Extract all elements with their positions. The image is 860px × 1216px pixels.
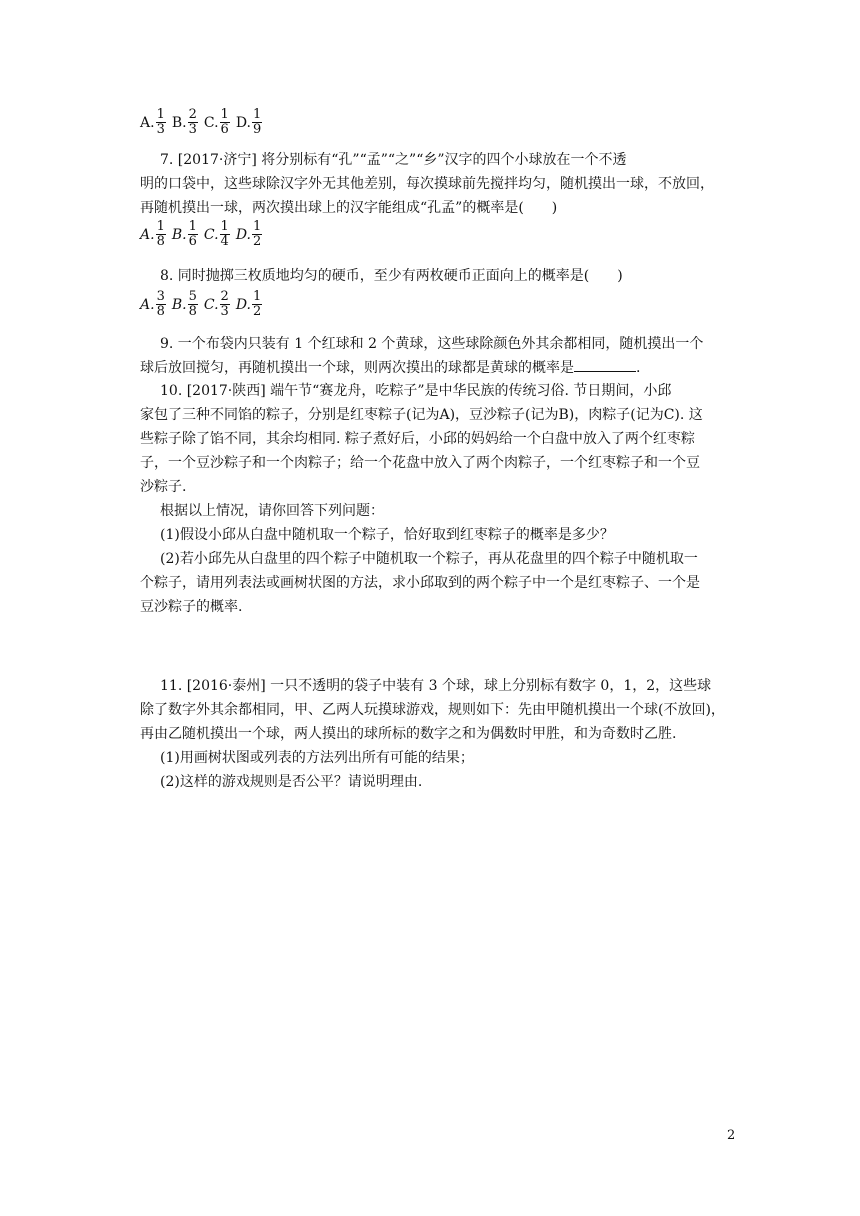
- q10-text-line-1: 10. [2017·陕西] 端午节“赛龙舟，吃粽子”是中华民族的传统习俗. 节日期间，小邱: [160, 383, 672, 399]
- fraction: $\frac{1}{4}$: [220, 219, 229, 249]
- q11-text-line-1: 11. [2016·泰州] 一只不透明的袋子中装有 3 个球，球上分别标有数字 0，1，2，这些球: [160, 678, 712, 694]
- q10-text-line-5: 沙粽子.: [140, 479, 187, 495]
- q8-options: [140, 290, 268, 319]
- q10-subquestion-1: (1)假设小邱从白盘中随机取一个粽子，恰好取到红枣粽子的概率是多少？: [160, 527, 614, 543]
- q7-option-b: B. $\frac{1}{6}$: [171, 219, 197, 249]
- q9-text-line-1: 9. 一个布袋内只装有 1 个红球和 2 个黄球，这些球除颜色外其余都相同，随机摸出一个: [160, 336, 704, 352]
- fraction: $\frac{5}{8}$: [188, 289, 197, 319]
- q10-subquestion-2-line-1: (2)若小邱先从白盘里的四个粽子中随机取一个粽子，再从花盘里的四个粽子中随机取一: [160, 551, 698, 567]
- q9-text-line-2: 球后放回搅匀，再随机摸出一个球，则两次摸出的球都是黄球的概率是 .: [140, 360, 641, 376]
- q10-text-line-3: 些粽子除了馅不同，其余均相同. 粽子煮好后，小邱的妈妈给一个白盘中放入了两个红枣粽: [140, 431, 695, 447]
- fraction: $\frac{1}{2}$: [253, 219, 262, 249]
- q8-option-d: D. $\frac{1}{2}$: [235, 289, 262, 319]
- q6-option-d: D. $\frac{1}{9}$: [235, 107, 262, 137]
- q7-options: [140, 220, 268, 249]
- q10-text-line-4: 子，一个豆沙粽子和一个肉粽子；给一个花盘中放入了两个肉粽子，一个红枣粽子和一个豆: [140, 455, 700, 471]
- fraction: $\frac{1}{6}$: [220, 107, 229, 137]
- fraction: $\frac{3}{8}$: [156, 289, 165, 319]
- fraction: $\frac{2}{3}$: [220, 289, 229, 319]
- q10-prompt: 根据以上情况，请你回答下列问题：: [160, 503, 384, 519]
- fraction: $\frac{1}{6}$: [188, 219, 197, 249]
- fraction: $\frac{1}{2}$: [253, 289, 262, 319]
- answer-blank: [574, 358, 636, 372]
- q11-subquestion-2: (2)这样的游戏规则是否公平？请说明理由.: [160, 774, 423, 790]
- q6-option-c: C. $\frac{1}{6}$: [203, 107, 229, 137]
- q6-option-b: B. $\frac{2}{3}$: [171, 107, 197, 137]
- q7-text-line-2: 明的口袋中，这些球除汉字外无其他差别，每次摸球前先搅拌均匀，随机摸出一球，不放回，: [140, 176, 714, 192]
- q7-text-line-3: 再随机摸出一球，两次摸出球上的汉字能组成“孔孟”的概率是( ): [140, 200, 558, 216]
- fraction: $\frac{2}{3}$: [188, 107, 197, 137]
- fraction: $\frac{1}{9}$: [253, 107, 262, 137]
- q11-subquestion-1: (1)用画树状图或列表的方法列出所有可能的结果；: [160, 750, 474, 766]
- q8-text: 8. 同时抛掷三枚质地均匀的硬币，至少有两枚硬币正面向上的概率是( ): [160, 268, 623, 284]
- q7-text-line-1: 7. [2017·济宁] 将分别标有“孔”“孟”“之”“乡”汉字的四个小球放在一个不透: [160, 152, 627, 168]
- q7-option-a: A. $\frac{1}{8}$: [140, 219, 165, 249]
- q6-option-a: A. $\frac{1}{3}$: [140, 107, 165, 137]
- q8-option-a: A. $\frac{3}{8}$: [140, 289, 165, 319]
- q8-option-c: C. $\frac{2}{3}$: [203, 289, 229, 319]
- q7-option-d: D. $\frac{1}{2}$: [235, 219, 262, 249]
- fraction: $\frac{1}{3}$: [156, 107, 165, 137]
- fraction: $\frac{1}{8}$: [156, 219, 165, 249]
- q10-subquestion-2-line-2: 个粽子，请用列表法或画树状图的方法，求小邱取到的两个粽子中一个是红枣粽子、一个是: [140, 575, 700, 591]
- q11-text-line-2: 除了数字外其余都相同，甲、乙两人玩摸球游戏，规则如下：先由甲随机摸出一个球(不放回)，: [140, 702, 725, 718]
- q7-option-c: C. $\frac{1}{4}$: [203, 219, 229, 249]
- page-number: 2: [727, 1128, 736, 1143]
- q8-option-b: B. $\frac{5}{8}$: [171, 289, 197, 319]
- q10-text-line-2: 家包了三种不同馅的粽子，分别是红枣粽子(记为A)，豆沙粽子(记为B)，肉粽子(记为C). 这: [140, 407, 703, 423]
- q6-options: [140, 108, 268, 137]
- q10-subquestion-2-line-3: 豆沙粽子的概率.: [140, 599, 243, 615]
- q11-text-line-3: 再由乙随机摸出一个球，两人摸出的球所标的数字之和为偶数时甲胜，和为奇数时乙胜.: [140, 726, 677, 742]
